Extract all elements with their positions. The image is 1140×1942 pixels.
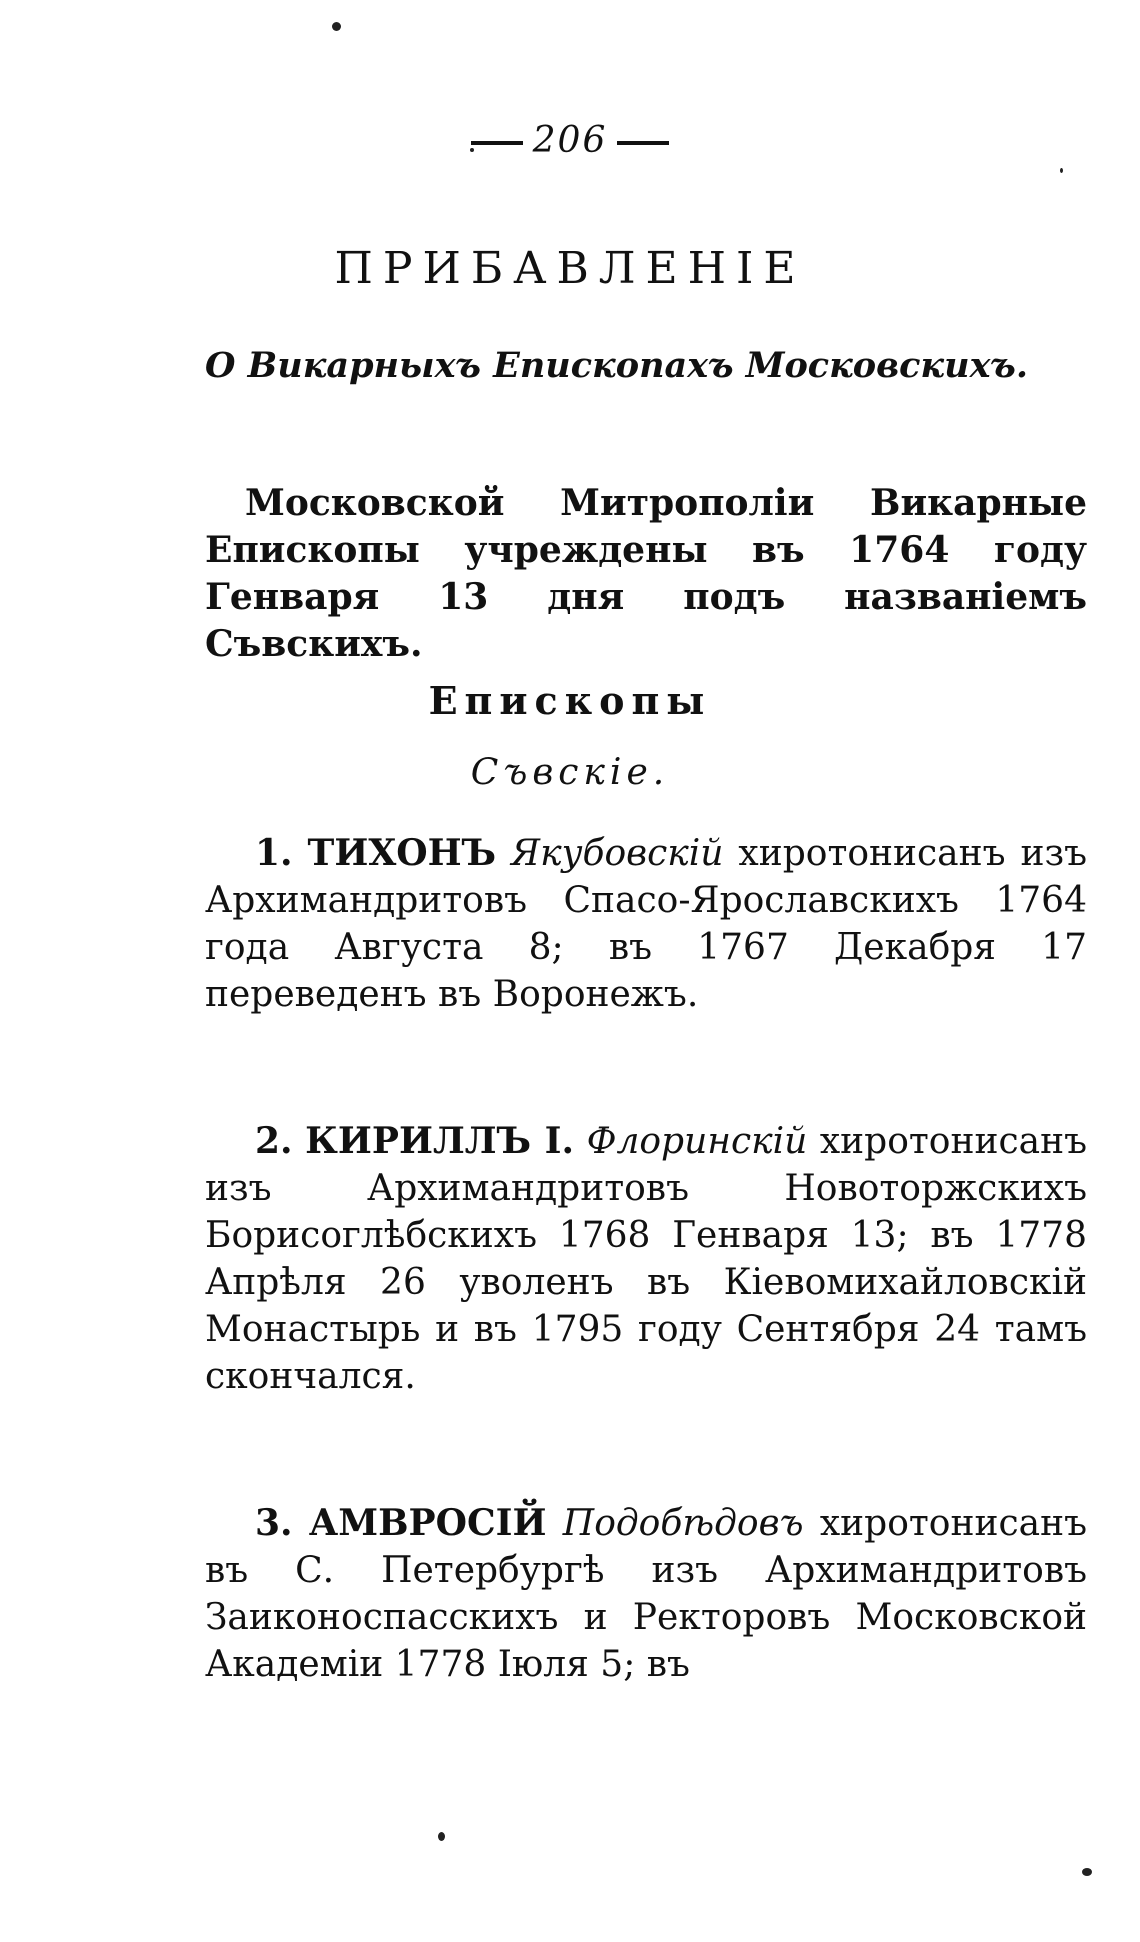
section-title: ПРИБАВЛЕНІЕ	[334, 243, 806, 294]
page-number	[0, 120, 1140, 161]
entry-number: 3.	[255, 1502, 293, 1544]
heading-sevsk: Съвскіе.	[470, 752, 670, 793]
entry-name: ТИХОНЪ	[307, 832, 497, 874]
scan-speck	[470, 148, 474, 152]
intro-paragraph: Московской Митрополіи Викарные Епископы учреждены въ 1764 году Генваря 13 дня подъ названіемъ Съвскихъ.	[205, 482, 1087, 665]
entry-surname: Флоринскій	[586, 1121, 808, 1162]
entry-text: хиротонисанъ изъ Архимандритовъ Новоторжскихъ Борисоглѣбскихъ 1768 Генваря 13; въ 1778 Апрѣля 26 уволенъ въ Кіевомихайловскій Монастырь и въ 1795 году Сентября 24 тамъ скончался.	[205, 1121, 1087, 1397]
entry-surname: Якубовскій	[511, 833, 724, 874]
heading-bishops: Епископы	[428, 678, 712, 723]
bishop-entry	[205, 830, 1087, 1018]
dash-right	[617, 141, 669, 145]
scan-speck	[332, 22, 341, 31]
scan-speck	[1060, 168, 1063, 173]
bishop-entry	[205, 1118, 1087, 1400]
entry-name: КИРИЛЛЪ I.	[305, 1120, 575, 1162]
section-subtitle: О Викарныхъ Епископахъ Московскихъ.	[205, 345, 1029, 386]
page-number-text: 206	[532, 120, 608, 161]
entry-text: хиротонисанъ въ С. Петербургѣ изъ Архимандритовъ Заиконоспасскихъ и Ректоровъ Московской Академіи 1778 Іюля 5; въ	[205, 1503, 1087, 1685]
entry-text: хиротонисанъ изъ Архимандритовъ Спасо-Ярославскихъ 1764 года Августа 8; въ 1767 Декабря 17 переведенъ въ Воронежъ.	[205, 833, 1088, 1015]
scan-speck	[1082, 1868, 1092, 1876]
entry-number: 1.	[255, 832, 293, 874]
dash-left	[471, 141, 523, 145]
scan-speck	[438, 1832, 445, 1841]
entry-surname: Подобѣдовъ	[562, 1503, 804, 1544]
entry-name: АМВРОСІЙ	[308, 1502, 547, 1544]
entry-number: 2.	[255, 1120, 293, 1162]
bishop-entry	[205, 1500, 1087, 1688]
